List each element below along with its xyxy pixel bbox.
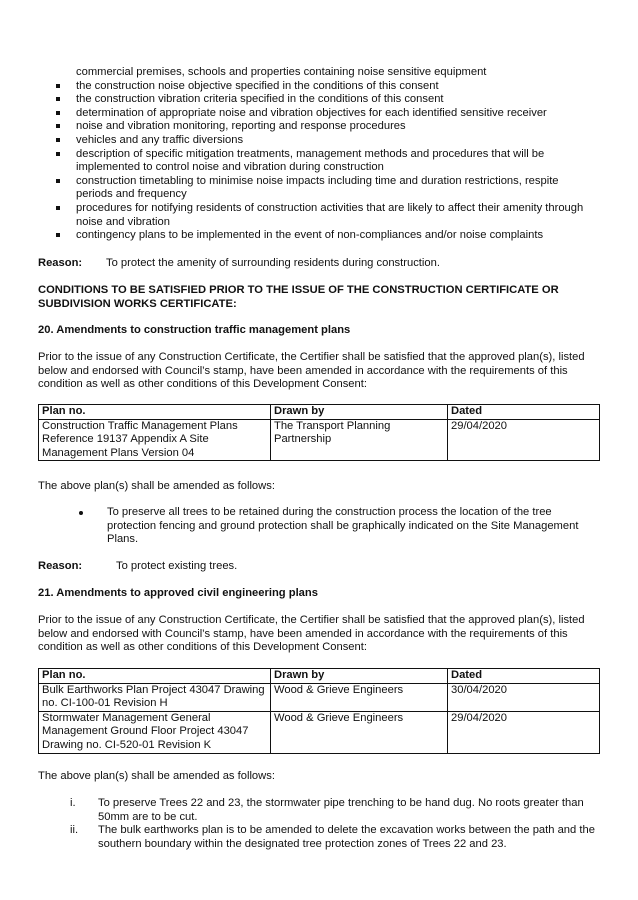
noise-plan-requirements-list — [56, 66, 596, 243]
header-dated: Dated — [448, 405, 600, 420]
square-bullet-icon — [56, 152, 60, 156]
list-item: construction timetabling to minimise noise impacts including time and duration restrictions, respite periods and frequency — [56, 175, 596, 202]
condition-20-amendment-item: To preserve all trees to be retained during the construction process the location of the tree protection fencing and ground protection shall be graphically indicated on the Site Management Plans. — [107, 506, 579, 546]
header-dated: Dated — [448, 669, 600, 684]
table-header-row — [39, 669, 600, 684]
cell-drawn-by: Wood & Grieve Engineers — [271, 683, 448, 711]
condition-20-plans-table — [38, 404, 600, 461]
condition-21-amended-intro: The above plan(s) shall be amended as follows: — [38, 770, 275, 782]
round-bullet-icon — [79, 511, 83, 515]
section-heading: CONDITIONS TO BE SATISFIED PRIOR TO THE ISSUE OF THE CONSTRUCTION CERTIFICATE OR SUBDIVISION WORKS CERTIFICATE: — [38, 284, 559, 310]
condition-20-intro: Prior to the issue of any Construction Certificate, the Certifier shall be satisfied that the approved plan(s), listed below and endorsed with Council’s stamp, have been amended in accordance with the requirements of this condition as well as other conditions of this Development Consent: — [38, 351, 585, 391]
condition-20-amended-intro: The above plan(s) shall be amended as follows: — [38, 480, 275, 492]
square-bullet-icon — [56, 84, 60, 88]
cell-dated: 29/04/2020 — [448, 711, 600, 753]
list-item: the construction vibration criteria specified in the conditions of this consent — [56, 93, 596, 107]
square-bullet-icon — [56, 179, 60, 183]
table-row — [39, 419, 600, 461]
list-item: contingency plans to be implemented in the event of non-compliances and/or noise complaints — [56, 229, 596, 243]
header-drawn-by: Drawn by — [271, 405, 448, 420]
header-plan-no: Plan no. — [39, 405, 271, 420]
list-item: description of specific mitigation treatments, management methods and procedures that will be implemented to control noise and vibration during construction — [56, 148, 596, 175]
condition-21-amendment-list — [38, 797, 598, 851]
table-row — [39, 683, 600, 711]
square-bullet-icon — [56, 206, 60, 210]
square-bullet-icon — [56, 111, 60, 115]
list-item: noise and vibration monitoring, reporting and response procedures — [56, 120, 596, 134]
table-header-row — [39, 405, 600, 420]
reason-trees: Reason: To protect existing trees. — [38, 560, 238, 572]
header-plan-no: Plan no. — [39, 669, 271, 684]
list-item: the construction noise objective specified in the conditions of this consent — [56, 80, 596, 94]
cell-dated: 29/04/2020 — [448, 419, 600, 461]
square-bullet-icon — [56, 138, 60, 142]
list-item: ii. The bulk earthworks plan is to be amended to delete the excavation works between the path and the southern boundary within the designated tree protection zones of Trees 22 and 23. — [70, 824, 595, 850]
cell-plan-no: Construction Traffic Management Plans Reference 19137 Appendix A Site Management Plans Version 04 — [39, 419, 271, 461]
condition-21-heading: 21. Amendments to approved civil engineering plans — [38, 587, 318, 599]
list-item: procedures for notifying residents of construction activities that are likely to affect their amenity through noise and vibration — [56, 202, 596, 229]
list-item-continuation: commercial premises, schools and properties containing noise sensitive equipment — [76, 66, 487, 78]
cell-plan-no: Bulk Earthworks Plan Project 43047 Drawing no. CI-100-01 Revision H — [39, 683, 271, 711]
condition-21-intro: Prior to the issue of any Construction Certificate, the Certifier shall be satisfied that the approved plan(s), listed below and endorsed with Council’s stamp, have been amended in accordance with the requirements of this condition as well as other conditions of this Development Consent: — [38, 614, 585, 654]
square-bullet-icon — [56, 97, 60, 101]
list-item: determination of appropriate noise and vibration objectives for each identified sensitive receiver — [56, 107, 596, 121]
square-bullet-icon — [56, 124, 60, 128]
list-item: vehicles and any traffic diversions — [56, 134, 596, 148]
square-bullet-icon — [56, 233, 60, 237]
cell-dated: 30/04/2020 — [448, 683, 600, 711]
condition-21-plans-table — [38, 668, 600, 754]
table-row — [39, 711, 600, 753]
list-item: i. To preserve Trees 22 and 23, the stormwater pipe trenching to be hand dug. No roots greater than 50mm are to be cut. — [70, 797, 584, 823]
condition-20-heading: 20. Amendments to construction traffic management plans — [38, 324, 351, 336]
header-drawn-by: Drawn by — [271, 669, 448, 684]
cell-drawn-by: Wood & Grieve Engineers — [271, 711, 448, 753]
reason-construction: Reason: To protect the amenity of surrounding residents during construction. — [38, 257, 440, 269]
cell-drawn-by: The Transport Planning Partnership — [271, 419, 448, 461]
cell-plan-no: Stormwater Management General Management Ground Floor Project 43047 Drawing no. CI-520-01 Revision K — [39, 711, 271, 753]
